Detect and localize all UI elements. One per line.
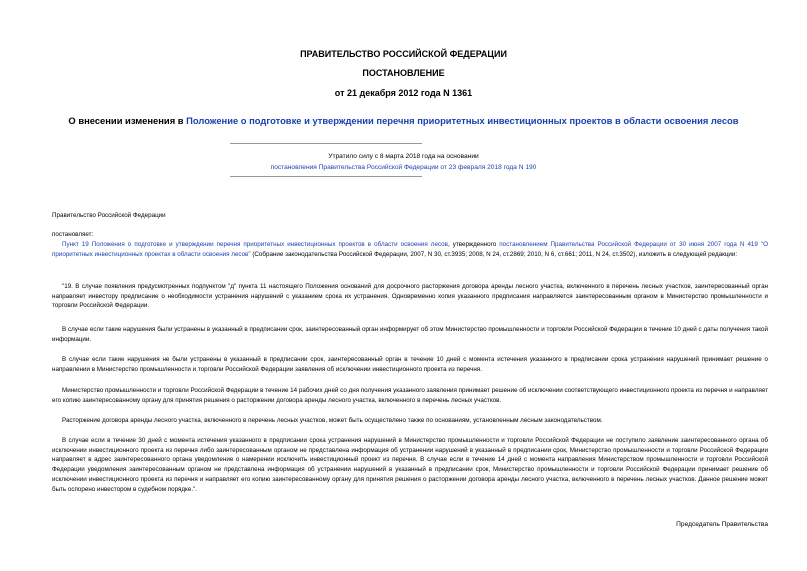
status-note: Утратило силу с 8 марта 2018 года на основании (328, 153, 479, 160)
decree-419-link[interactable]: постановлением Правительства Российской Федерации от 30 июня 2007 года N 419 "О приоритетных инвестиционных проектах в области освоения лесов" (52, 241, 769, 258)
title-prefix: О внесении изменения в (68, 115, 187, 126)
status-note-link-line (40, 163, 767, 172)
paragraph-30-days: В случае если в течение 30 дней с момента истечения указанного в предписании срока устранения нарушений в Министерство промышленности и торговли Российской Федерации не поступило заявление заинтересованного органа об исключении инвестиционного проекта из перечня либо заинтересованным органом не представлена информация об устранении нарушений в указанный в предписании срок, Министерство промышленности и торговли Российской Федерации направляет в адрес заинтересованного органа уведомление о намерении исключить инвестиционный проект из перечня. В случае если в течение 14 дней с момента направления Министерством промышленности и торговли Российской Федерации уведомления заинтересованным органом не представлена информация об устранении нарушений в указанный в предписании срок, Министерство промышленности и торговли Российской Федерации принимает решение об исключении инвестиционного проекта из перечня и направляет его копию заинтересованному органу для принятия решения о расторжении договора аренды лесного участка, включенного в перечень лесных участков. Данное решение может быть оспорено инвестором в судебном порядке.". (52, 437, 768, 493)
title-regulation-link[interactable]: Положение о подготовке и утверждении перечня приоритетных инвестиционных проектов в области освоения лесов (186, 115, 739, 126)
divider-top (230, 143, 422, 144)
paragraph-ministry-decision: Министерство промышленности и торговли Российской Федерации в течение 14 рабочих дней со дня получения указанного заявления принимает решение об исключении соответствующего инвестиционного проекта из перечня и направляет его копию заинтересованному органу для принятия решения о расторжении договора аренды лесного участка, включенного в перечень лесных участков. (52, 387, 768, 404)
clause-19-link[interactable]: Пункт 19 Положения о подготовке и утверждении перечня приоритетных инвестиционных проектов в области освоения лесов (62, 241, 448, 248)
paragraph-violations-fixed: В случае если такие нарушения были устранены в указанный в предписании срок, заинтересованный орган информирует об этом Министерство промышленности и торговли Российской Федерации в течение 10 дней с даты получения такой информации. (52, 326, 768, 343)
document-date-number: от 21 декабря 2012 года N 1361 (334, 88, 473, 98)
document-type: ПОСТАНОВЛЕНИЕ (362, 68, 445, 78)
issuing-authority: ПРАВИТЕЛЬСТВО РОССИЙСКОЙ ФЕДЕРАЦИИ (300, 49, 507, 59)
repeal-decree-link[interactable]: постановления Правительства Российской Федерации от 23 февраля 2018 года N 190 (270, 164, 537, 171)
paragraph-termination: Расторжение договора аренды лесного участка, включенного в перечень лесных участков, может быть осуществлено также по основаниям, установленным лесным законодательством. (62, 417, 603, 424)
document-title (40, 115, 767, 127)
paragraph-amendment: Пункт 19 Положения о подготовке и утверждении перечня приоритетных инвестиционных проектов в области освоения лесов, утвержденного постановлением Правительства Российской Федерации от 30 июня 2007 года N 419 "О приоритетных инвестиционных проектах в области освоения лесов" (Собрание законодательства Российской Федерации, 2007, N 30, ст.3935; 2008, N 24, ст.2869; 2010, N 6, ст.661; 2011, N 24, ст.3502), изложить в следующей редакции: (52, 241, 769, 258)
divider-bottom (230, 176, 422, 177)
decides-line: постановляет: (52, 231, 94, 238)
paragraph-violations-not-fixed: В случае если такие нарушения не были устранены в указанный в предписании срок, заинтересованный орган в течение 10 дней с момента истечения указанного в предписании срока устранения нарушений принимает решение о направлении в Министерство промышленности и торговли Российской Федерации заявления об исключении инвестиционного проекта из перечня. (52, 356, 768, 373)
signature-title: Председатель Правительства (676, 521, 768, 528)
government-line: Правительство Российской Федерации (52, 212, 166, 219)
paragraph-19: "19. В случае появления предусмотренных подпунктом "д" пункта 11 настоящего Положения оснований для досрочного расторжения договора аренды лесного участка, включенного в перечень лесных участков, заинтересованный орган направляет инвестору предписание о необходимости устранения нарушений с указанием срока их устранения. Одновременно копия указанного предписания направляется заинтересованным органом в Министерство промышленности и торговли Российской Федерации. (52, 283, 768, 310)
